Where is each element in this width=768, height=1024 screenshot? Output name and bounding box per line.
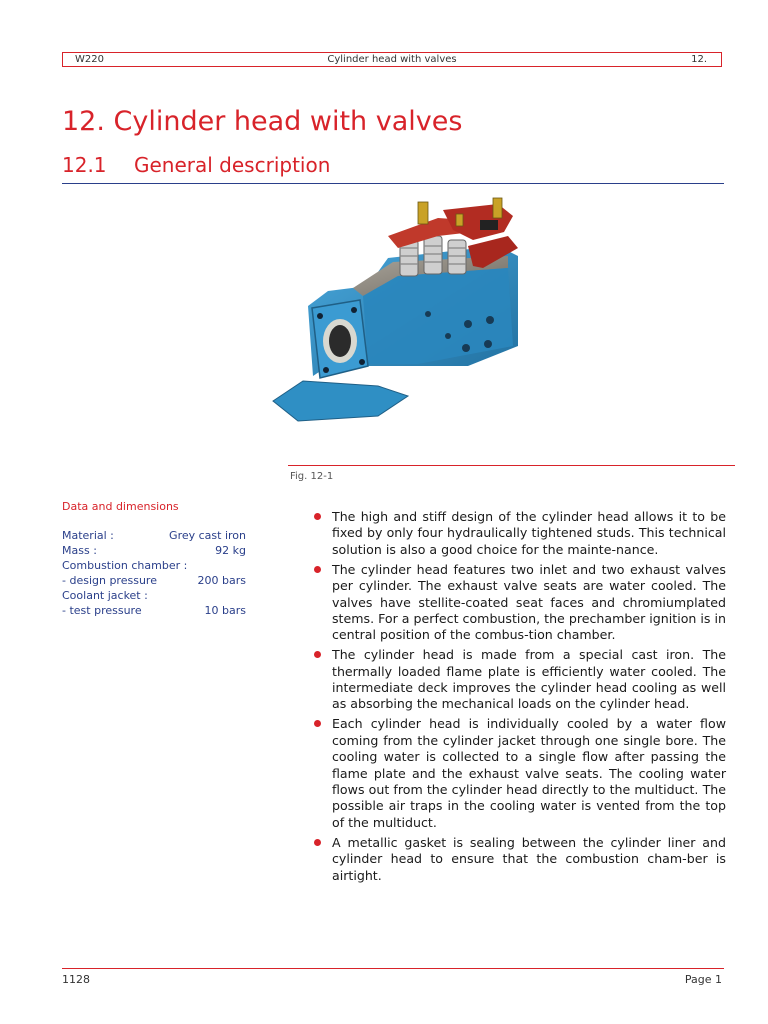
- section-divider: [62, 183, 724, 184]
- list-item: The high and stiff design of the cylinder head allows it to be fixed by only four hydraulically tightened studs. This technical solution is also a good choice for the mainte-nance.: [314, 509, 726, 558]
- figure-caption: Fig. 12-1: [290, 471, 334, 482]
- list-item: The cylinder head is made from a special cast iron. The thermally loaded flame plate is efficiently water cooled. The intermediate deck improves the cylinder head cooling as well as absorbing the mechanical loads on the cylinder head.: [314, 647, 726, 713]
- bullet-dot-icon: [314, 513, 321, 520]
- section-number: 12.1: [62, 153, 107, 177]
- page-number: Page 1: [684, 973, 722, 986]
- data-row: Combustion chamber :: [62, 559, 188, 572]
- bullet-dot-icon: [314, 720, 321, 727]
- data-dimensions-panel: [62, 499, 246, 618]
- description-bullet-list: [314, 509, 726, 887]
- header-chapter-number: 12.: [691, 54, 707, 65]
- bullet-dot-icon: [314, 566, 321, 573]
- header-doc-code: W220: [75, 54, 104, 65]
- page-title: 12. Cylinder head with valves: [62, 106, 463, 137]
- footer-code: 1128: [62, 973, 90, 986]
- bullet-dot-icon: [314, 651, 321, 658]
- data-row: - test pressure 10 bars: [62, 604, 246, 617]
- section-heading: [62, 151, 330, 179]
- data-row: Material : Grey cast iron: [62, 529, 246, 542]
- data-row: Coolant jacket :: [62, 589, 148, 602]
- figure-divider: [288, 465, 735, 466]
- data-row: - design pressure 200 bars: [62, 574, 246, 587]
- list-item: The cylinder head features two inlet and two exhaust valves per cylinder. The exhaust valve seats are water cooled. The valves have stellite-coated seat faces and chromiumplated stems. For a perfect combustion, the prechamber ignition is in central position of the combus-tion chamber.: [314, 562, 726, 644]
- list-item: A metallic gasket is sealing between the cylinder liner and cylinder head to ensure that the combustion cham-ber is airtight.: [314, 835, 726, 884]
- cylinder-head-illustration: [268, 196, 538, 436]
- bullet-dot-icon: [314, 839, 321, 846]
- running-header: [62, 52, 722, 67]
- data-row: Mass : 92 kg: [62, 544, 246, 557]
- data-panel-heading: Data and dimensions: [62, 500, 179, 513]
- list-item: Each cylinder head is individually cooled by a water flow coming from the cylinder jacket through one single bore. The cooling water is collected to a single flow after passing the flame plate and the exhaust valve seats. The cooling water flows out from the cylinder head directly to the multiduct. The possible air traps in the cooling water is vented from the top of the multiduct.: [314, 716, 726, 831]
- header-chapter-title: Cylinder head with valves: [327, 54, 457, 65]
- section-title: General description: [134, 153, 331, 177]
- footer-divider: [62, 968, 724, 969]
